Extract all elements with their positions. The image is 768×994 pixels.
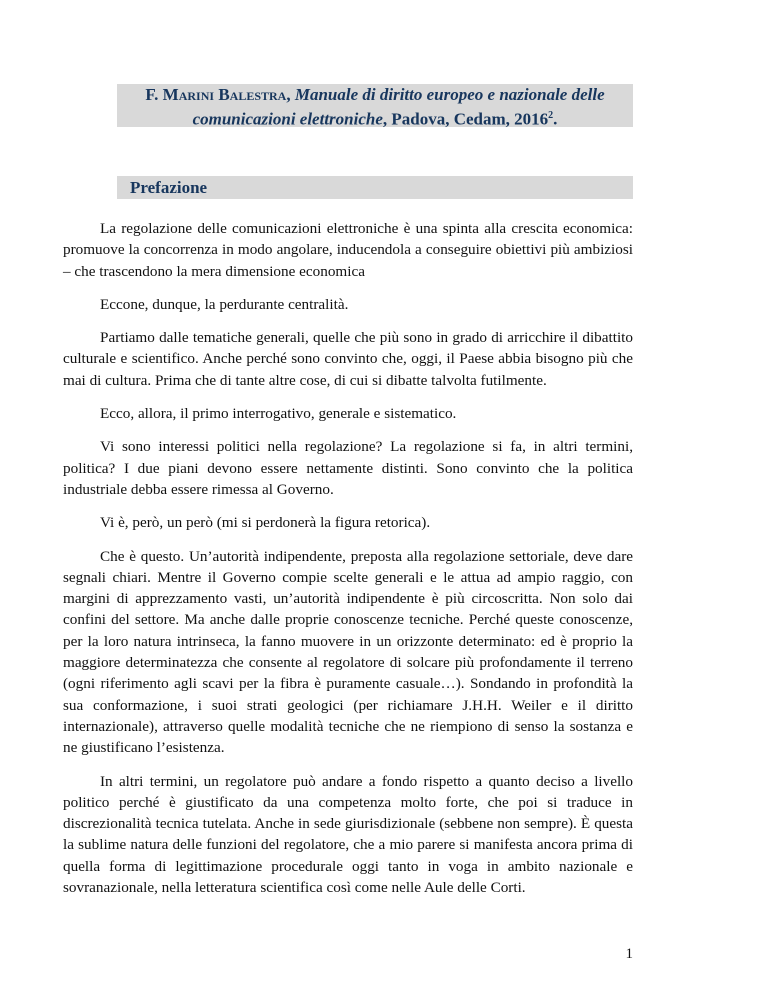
- paragraph: Eccone, dunque, la perdurante centralità.: [100, 295, 349, 313]
- page-number: 1: [625, 946, 633, 962]
- citation-author: F. Marini Balestra,: [145, 85, 291, 104]
- paragraph: Che è questo. Un’autorità indipendente, preposta alla regolazione settoriale, deve dare segnali chiari. Mentre il Governo compie scelte generali e le attua ad ampio raggio, con margini di apprezzamento vasti, un’autorità indipendente è più circoscritta. Non solo dai confini del settore. Ma anche dalle proprie conoscenze tecniche. Perché queste conoscenze, per la loro natura intrinseca, la fanno muovere in un orizzonte determinato: ed è proprio la maggiore determinatezza che consente al regolatore di solcare più profondamente il terreno (ogni riferimento agli scavi per la fibra è puramente casuale…). Sondando in profondità la sua conformazione, i suoi strati geologici (per richiamare J.H.H. Weiler e il diritto internazionale), attraverso quelle modalità tecniche che ne riempiono di senso la sostanza e ne giustificano l’esistenza.: [63, 547, 633, 757]
- body-text: [63, 218, 633, 910]
- paragraph: La regolazione delle comunicazioni elettroniche è una spinta alla crescita economica: promuove la concorrenza in modo angolare, inducendola a conseguire obiettivi più ambiziosi – che trascendono la mera dimensione economica: [63, 220, 633, 280]
- citation-publisher: , Padova, Cedam, 2016: [382, 109, 549, 129]
- section-heading: Prefazione: [117, 176, 633, 199]
- paragraph: Vi è, però, un però (mi si perdonerà la figura retorica).: [100, 514, 431, 532]
- paragraph: Partiamo dalle tematiche generali, quelle che più sono in grado di arricchire il dibattito culturale e scientifico. Anche perché sono convinto che, oggi, il Paese abbia bisogno più che mai di cultura. Prima che di tante altre cose, di cui si dibatte talvolta futilmente.: [63, 329, 633, 389]
- paragraph: Ecco, allora, il primo interrogativo, generale e sistematico.: [100, 405, 457, 423]
- paragraph: In altri termini, un regolatore può andare a fondo rispetto a quanto deciso a livello politico perché è giustificato da una competenza molto forte, che poi si traduce in discrezionalità tecnica tutelata. Anche in sede giurisdizionale (sebbene non sempre). È questa la sublime natura delle funzioni del regolatore, che a mio parere si manifesta ancora prima di quella forma di legittimazione procedurale oggi tanto in voga in ambito nazionale e sovranazionale, nella letteratura scientifica così come nelle Aule delle Corti.: [63, 772, 633, 897]
- citation-end: .: [553, 109, 558, 129]
- paragraph: Vi sono interessi politici nella regolazione? La regolazione si fa, in altri termini, politica? I due piani devono essere nettamente distinti. Sono convinto che la politica industriale debba essere rimessa al Governo.: [63, 438, 633, 498]
- citation-box: [117, 84, 633, 127]
- citation-edition: 2: [548, 110, 554, 121]
- citation-title: Manuale di diritto europeo e nazionale delle comunicazioni elettroniche: [192, 85, 605, 129]
